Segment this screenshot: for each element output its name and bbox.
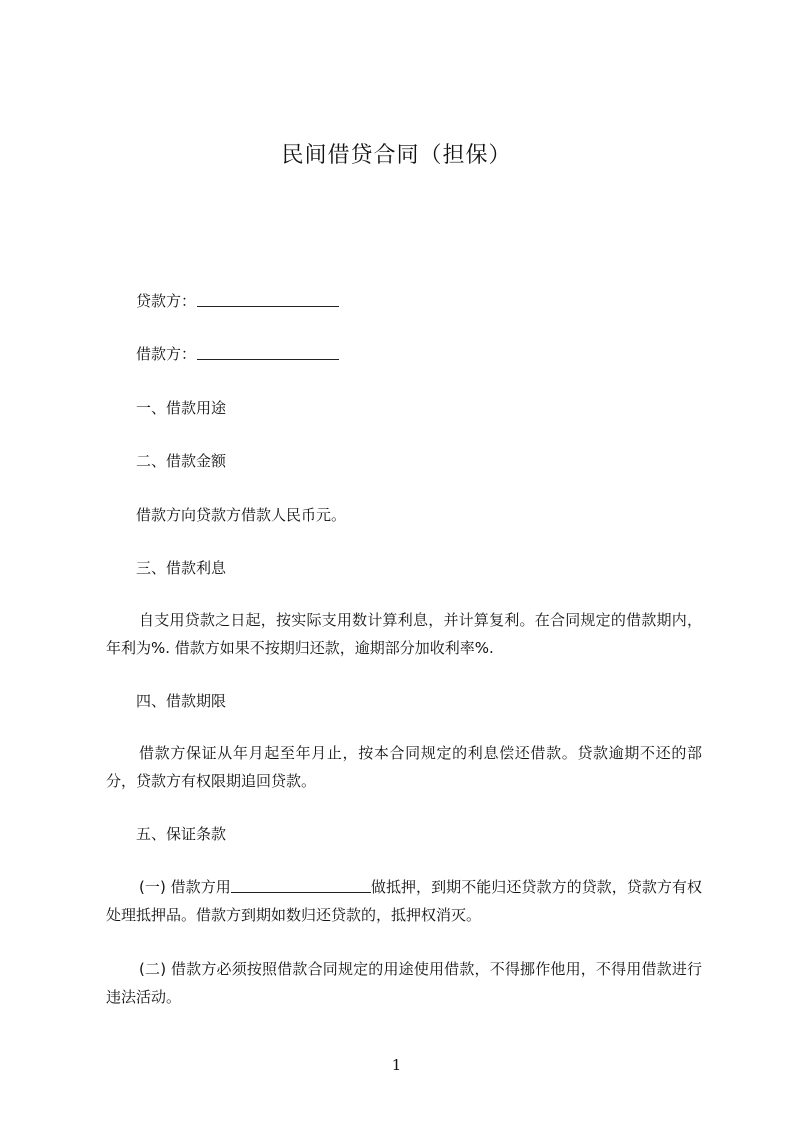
borrower-label: 借款方：: [136, 345, 197, 363]
section-4-heading: 四、借款期限: [136, 692, 227, 710]
section-3-heading: 三、借款利息: [136, 559, 227, 577]
document-title: 民间借贷合同（担保）: [281, 143, 512, 168]
section-5-heading: 五、保证条款: [136, 825, 227, 843]
clause-1-prefix: (一) 借款方用: [139, 878, 231, 896]
section-1-heading: 一、借款用途: [136, 399, 227, 417]
lender-blank: [197, 290, 339, 307]
lender-label: 贷款方：: [136, 292, 197, 310]
section-2-text: 借款方向贷款方借款人民币元。: [136, 506, 347, 524]
page-number: 1: [391, 1056, 402, 1074]
collateral-blank: [231, 876, 371, 893]
lender-line: [136, 289, 339, 313]
guarantee-clause-1: [106, 873, 702, 929]
guarantee-clause-2: (二) 借款方必须按照借款合同规定的用途使用借款，不得挪作他用，不得用借款进行违法活动。: [106, 960, 702, 1006]
borrower-blank: [197, 343, 339, 360]
section-3-text: 自支用贷款之日起，按实际支用数计算利息，并计算复利。在合同规定的借款期内，年利为%. 借款方如果不按期归还款，逾期部分加收利率%.: [106, 611, 702, 657]
borrower-line: [136, 342, 339, 366]
section-2-heading: 二、借款金额: [136, 452, 227, 470]
section-4-text: 借款方保证从年月起至年月止，按本合同规定的利息偿还借款。贷款逾期不还的部分，贷款方有权限期追回贷款。: [106, 744, 702, 790]
clause-1-suffix: 做抵押，到期不能归还贷款方的贷款，贷款方有权处理抵押品。借款方到期如数归还贷款的，抵押权消灭。: [106, 878, 702, 924]
